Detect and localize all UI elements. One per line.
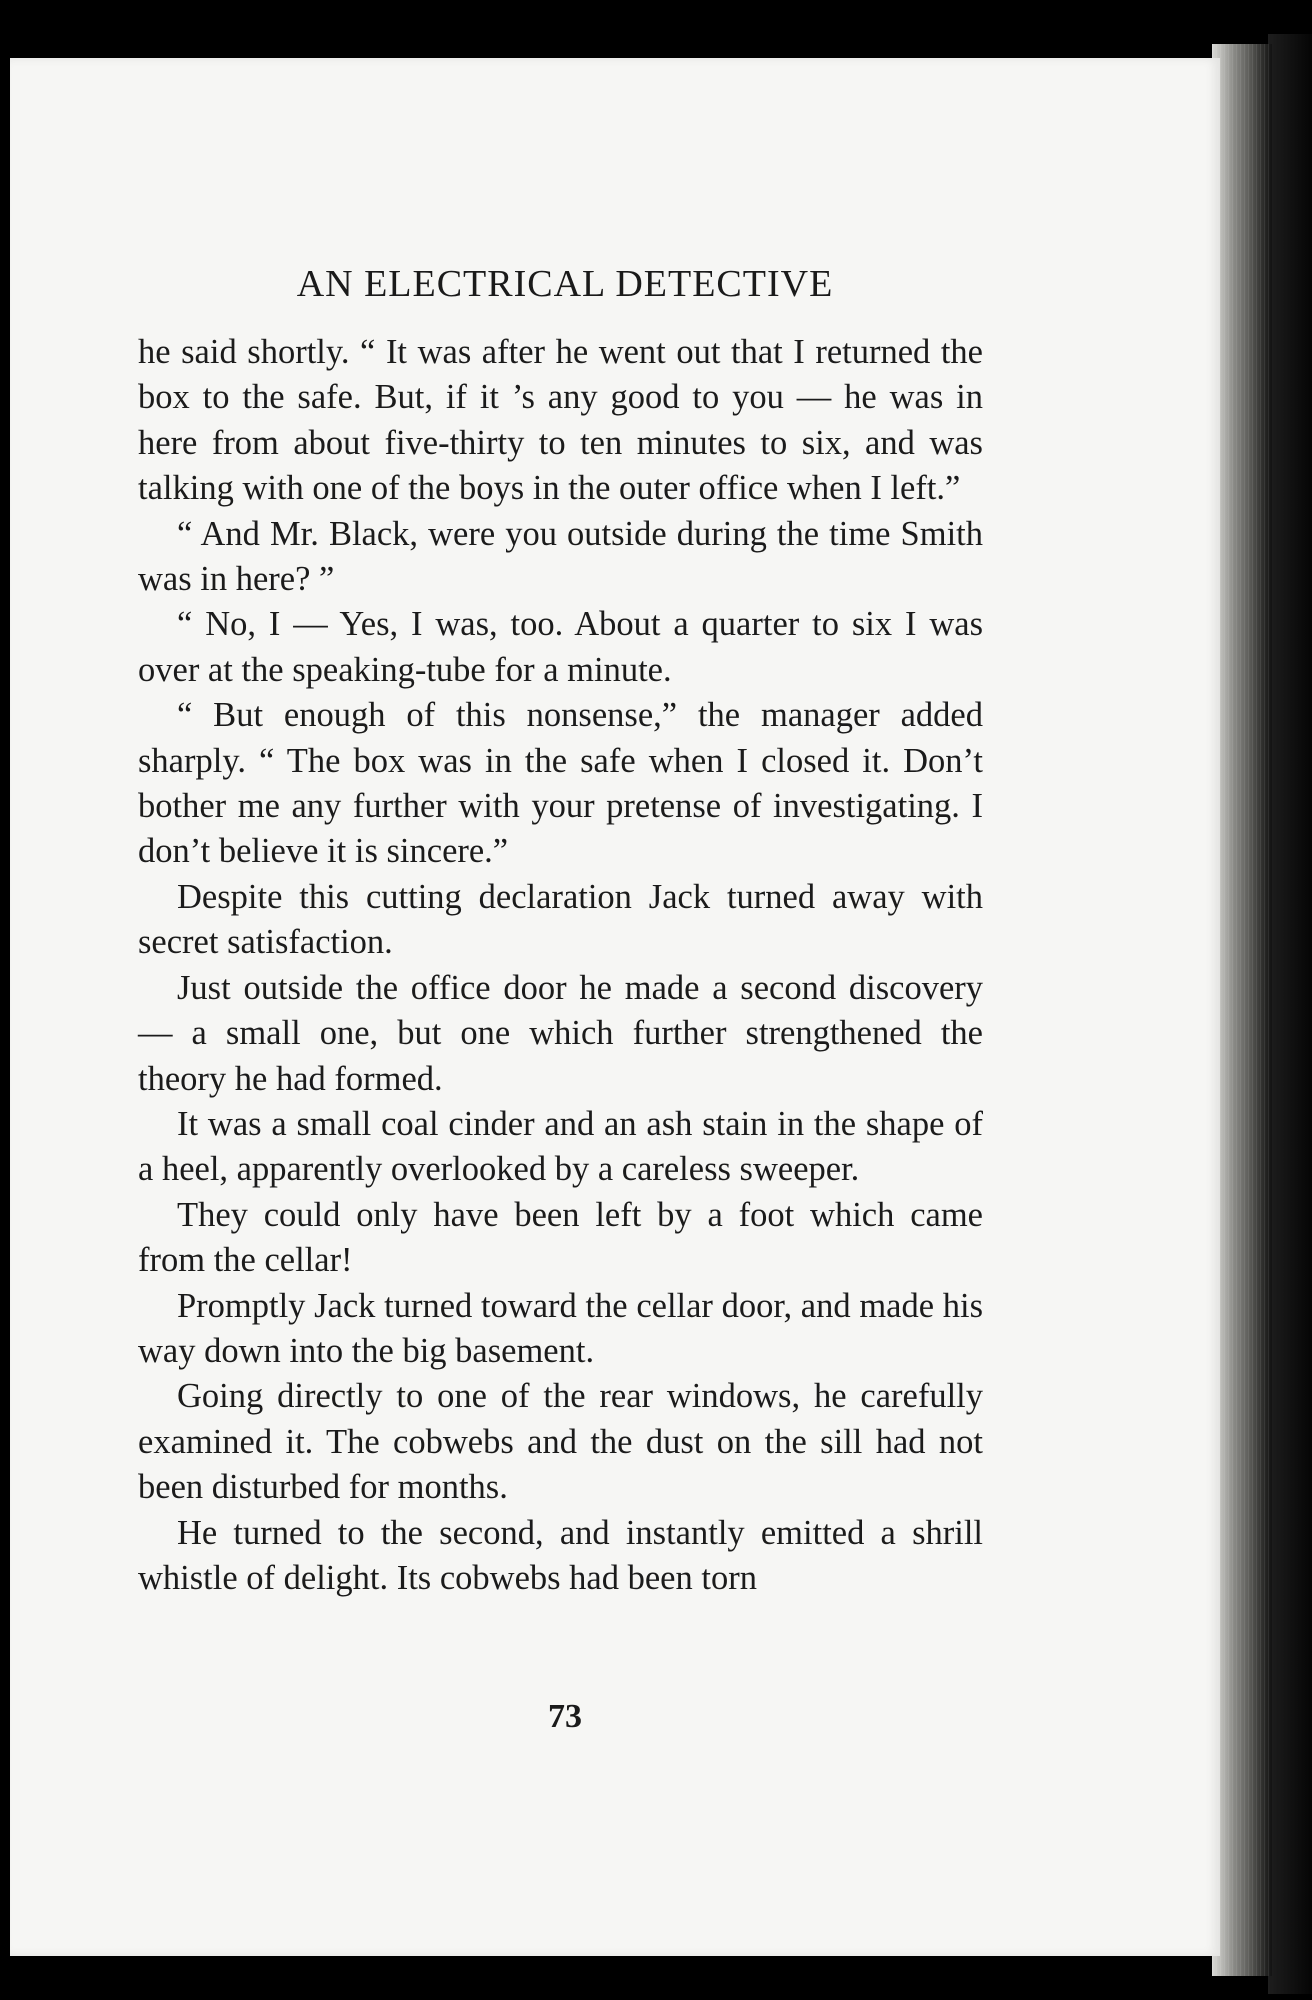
paragraph: Despite this cutting declaration Jack turned away with secret satisfaction. — [138, 877, 983, 962]
paragraph: He turned to the second, and instantly emitted a shrill whistle of delight. Its cobwebs had been torn — [138, 1513, 983, 1597]
paragraph: “ But enough of this nonsense,” the manager added sharply. “ The box was in the safe when I closed it. Don’t bother me any further with your pretense of investigating. I don’t believe it is sincere.” — [138, 696, 983, 871]
paragraph: They could only have been left by a foot which came from the cellar! — [138, 1195, 983, 1280]
book-cover-edge — [1268, 34, 1312, 1994]
paragraph: “ And Mr. Black, were you outside during the time Smith was in here? ” — [138, 514, 983, 599]
running-head: AN ELECTRICAL DETECTIVE — [296, 263, 834, 305]
paragraph: Going directly to one of the rear windows, he carefully examined it. The cobwebs and the dust on the sill had not been disturbed for months. — [138, 1377, 983, 1507]
book-page — [10, 58, 1220, 1956]
paragraph: Just outside the office door he made a second discovery — a small one, but one which further strengthened the theory he had formed. — [138, 968, 983, 1098]
paragraph: It was a small coal cinder and an ash stain in the shape of a heel, apparently overlooked by a careless sweeper. — [138, 1104, 983, 1189]
page-stack-edge — [1212, 44, 1272, 1976]
paragraph: “ No, I — Yes, I was, too. About a quarter to six I was over at the speaking-tube for a minute. — [138, 605, 983, 689]
page-number: 73 — [548, 1698, 582, 1735]
body-text — [138, 330, 983, 1601]
paragraph: he said shortly. “ It was after he went out that I returned the box to the safe. But, if it ’s any good to you — he was in here from about five-thirty to ten minutes to six, and was talking with one of the boys in the outer office when I left.” — [138, 333, 983, 508]
paragraph: Promptly Jack turned toward the cellar door, and made his way down into the big basement. — [138, 1286, 983, 1370]
